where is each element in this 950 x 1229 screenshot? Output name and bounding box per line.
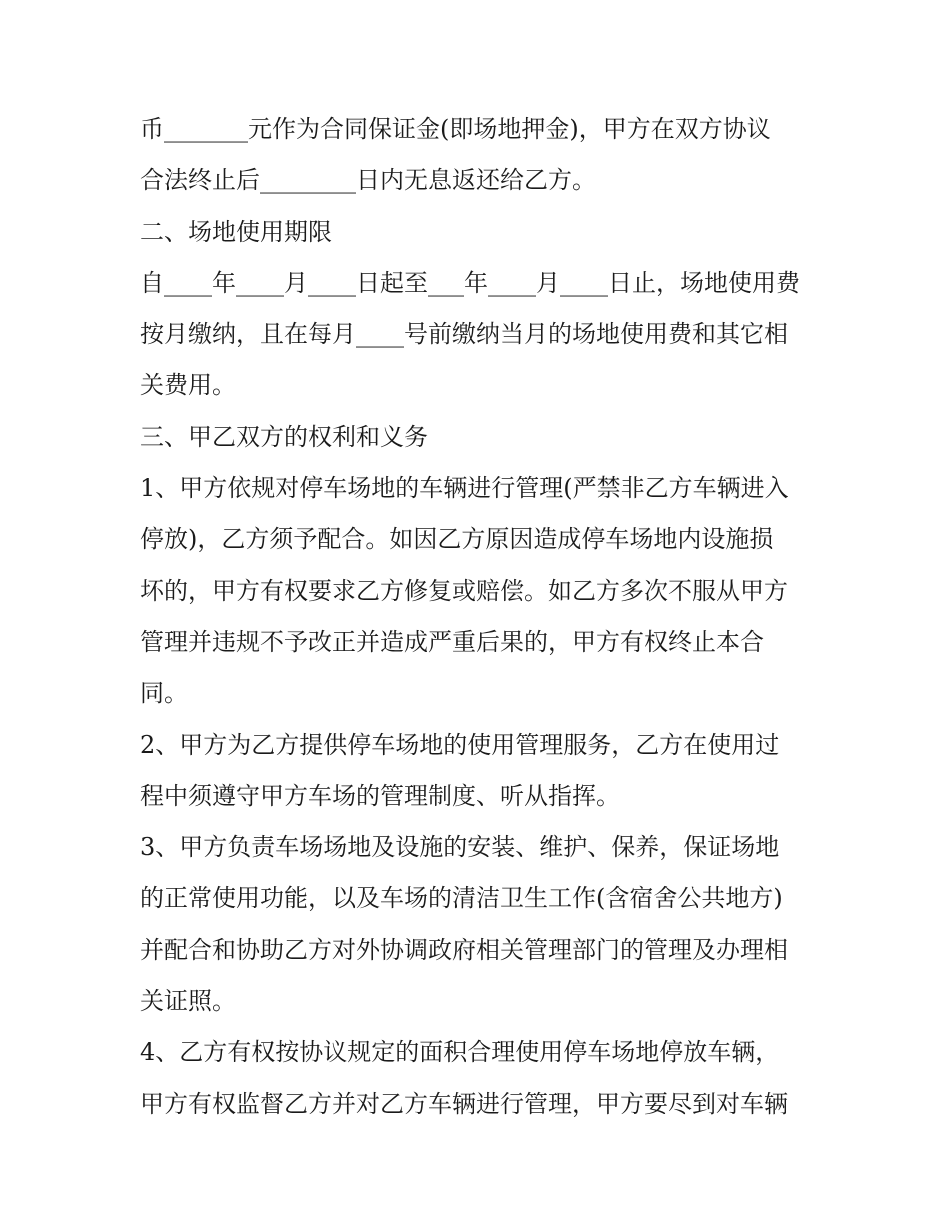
text-line: 停放)，乙方须予配合。如因乙方原因造成停车场地内设施损 — [140, 525, 774, 554]
section-heading: 二、场地使用期限 — [140, 217, 332, 246]
text-line: 1、甲方依规对停车场地的车辆进行管理(严禁非乙方车辆进入 — [140, 474, 789, 503]
text-line: 管理并违规不予改正并造成严重后果的，甲方有权终止本合 — [140, 627, 764, 656]
text-line: 关费用。 — [140, 371, 236, 400]
text-line: 甲方有权监督乙方并对乙方车辆进行管理，甲方要尽到对车辆 — [140, 1089, 788, 1118]
text-line: 2、甲方为乙方提供停车场地的使用管理服务，乙方在使用过 — [140, 730, 780, 759]
document-body — [140, 104, 820, 1130]
text-line: 的正常使用功能，以及车场的清洁卫生工作(含宿舍公共地方) — [140, 884, 783, 913]
text-line: 合法终止后________日内无息返还给乙方。 — [140, 166, 596, 195]
text-line: 3、甲方负责车场场地及设施的安装、维护、保养，保证场地 — [140, 833, 780, 862]
text-line: 并配合和协助乙方对外协调政府相关管理部门的管理及办理相 — [140, 935, 788, 964]
text-line: 同。 — [140, 679, 188, 708]
text-line: 按月缴纳，且在每月____号前缴纳当月的场地使用费和其它相 — [140, 320, 788, 349]
text-line: 4、乙方有权按协议规定的面积合理使用停车场地停放车辆， — [140, 1038, 780, 1067]
text-line: 程中须遵守甲方车场的管理制度、听从指挥。 — [140, 781, 620, 810]
section-heading: 三、甲乙双方的权利和义务 — [140, 422, 428, 451]
text-line: 自____年____月____日起至___年____月____日止，场地使用费 — [140, 268, 800, 297]
text-line: 币_______元作为合同保证金(即场地押金)，甲方在双方协议 — [140, 115, 771, 143]
text-line: 坏的，甲方有权要求乙方修复或赔偿。如乙方多次不服从甲方 — [140, 576, 788, 605]
text-line: 关证照。 — [140, 987, 236, 1016]
